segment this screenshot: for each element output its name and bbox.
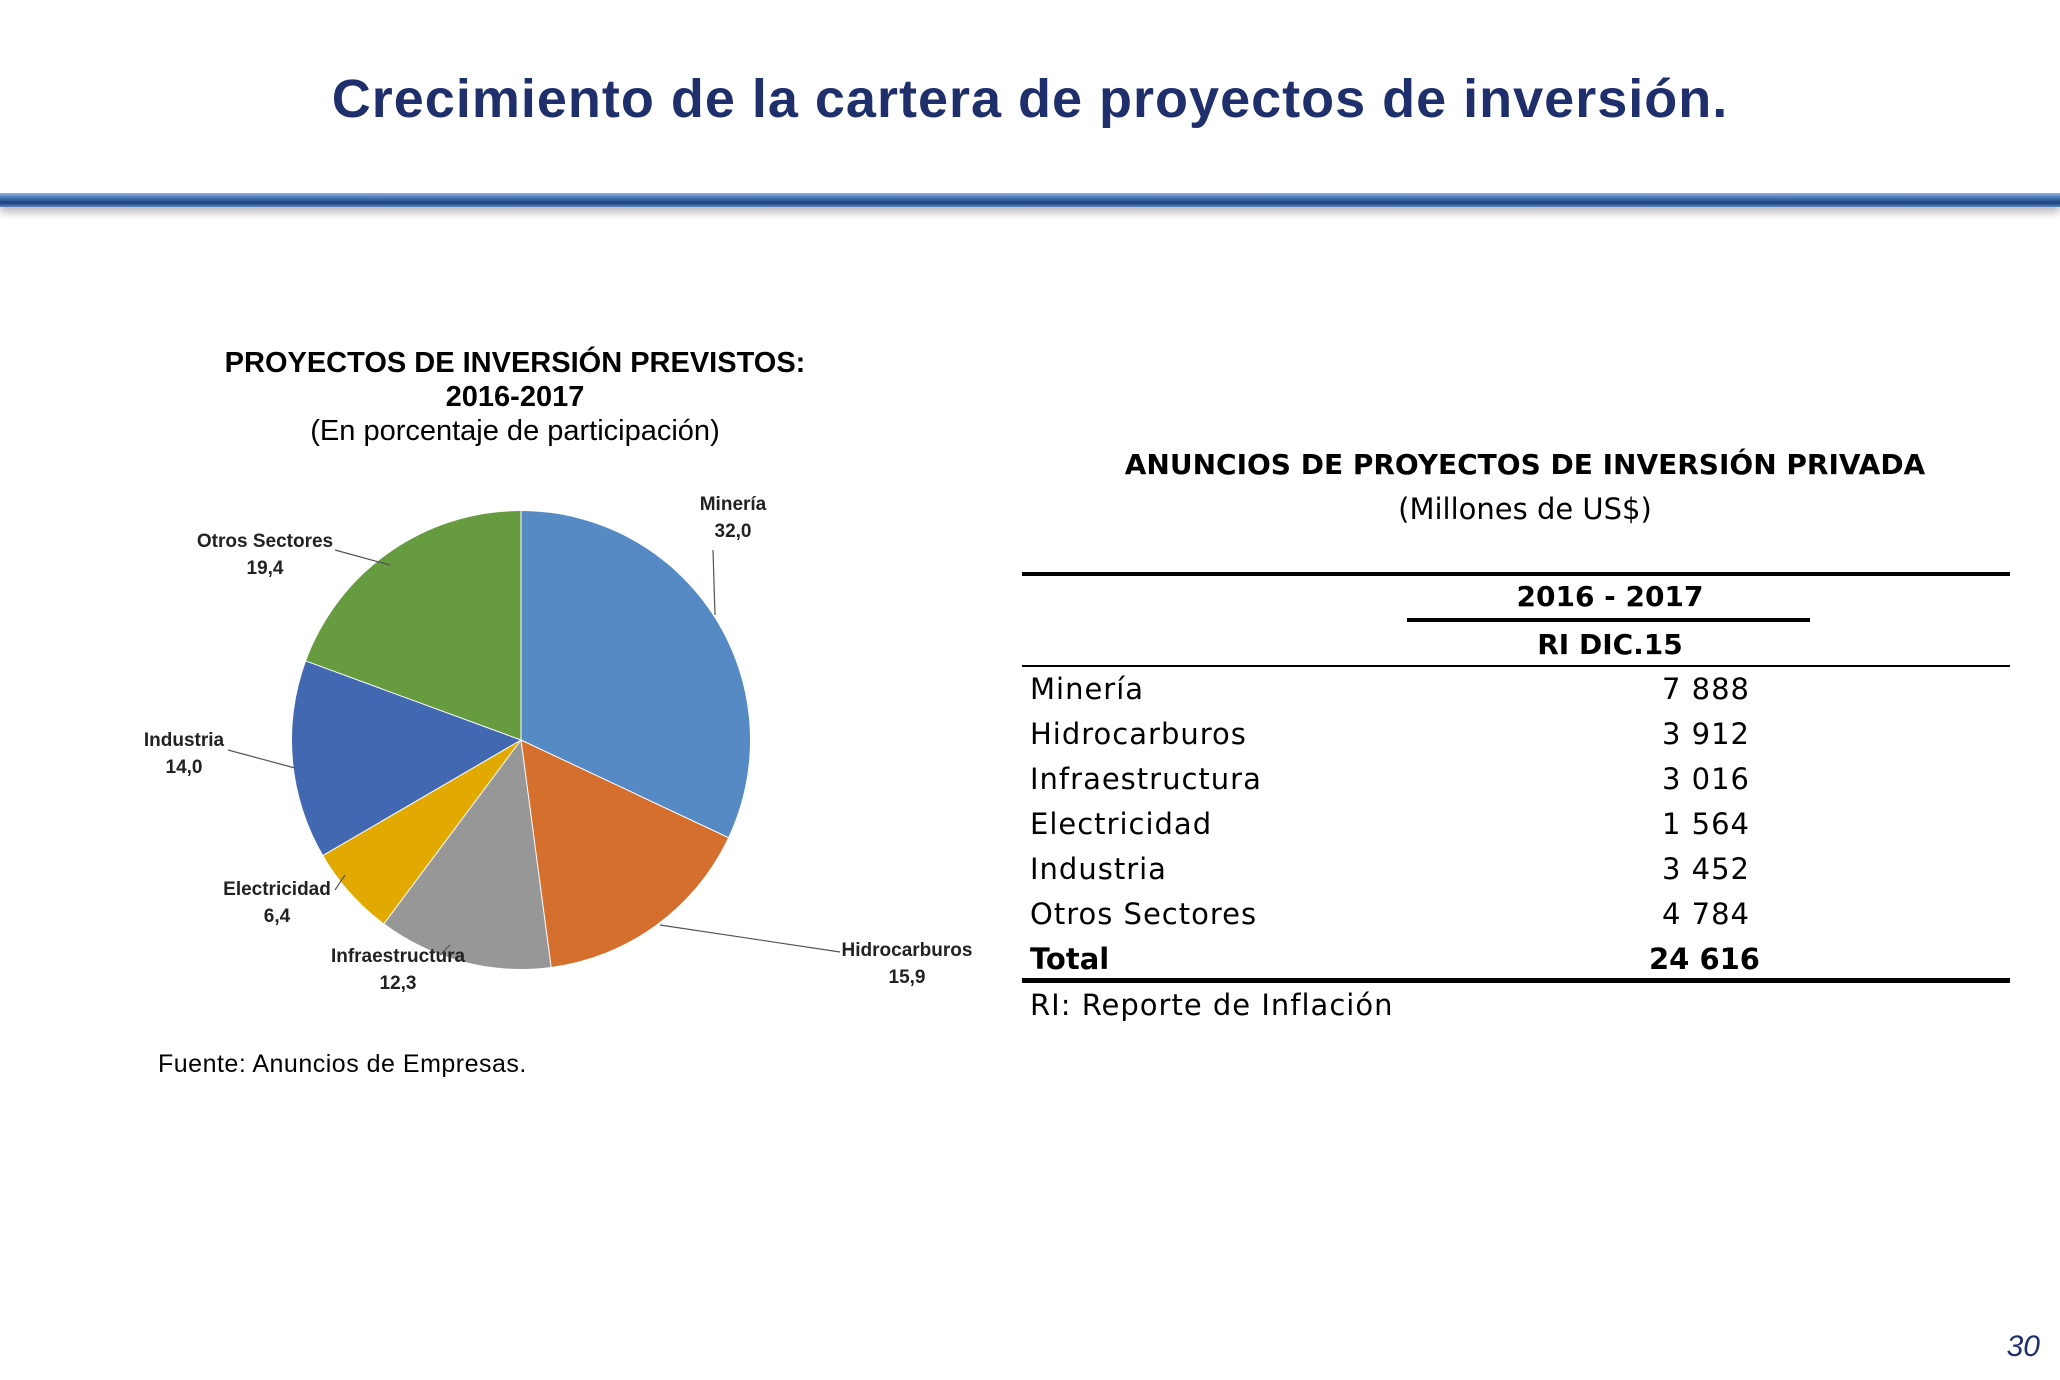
table-row-label: Minería	[1030, 672, 1145, 706]
table-row	[1030, 807, 2030, 852]
table-bottom-rule	[1022, 978, 2010, 983]
pie-leader-line	[660, 925, 840, 952]
chart-title	[160, 346, 870, 448]
pie-label-value: 19,4	[246, 558, 284, 579]
table-row-value: 1 564	[1661, 807, 1750, 841]
chart-subtitle: (En porcentaje de participación)	[310, 415, 720, 447]
pie-leader-line	[713, 550, 715, 615]
pie-leader-line	[228, 750, 295, 768]
table-period-rule	[1407, 618, 1810, 622]
table-total-label: Total	[1030, 942, 1110, 976]
table-top-rule	[1022, 572, 2010, 576]
table-row-value: 3 016	[1661, 762, 1750, 796]
pie-leader-line	[335, 550, 390, 565]
table-total-value: 24 616	[1649, 942, 1760, 976]
table-row	[1030, 762, 2030, 807]
title-divider	[0, 193, 2060, 207]
table-subtitle: (Millones de US$)	[1398, 492, 1652, 526]
table-row-value: 7 888	[1661, 672, 1750, 706]
pie-label-value: 15,9	[888, 967, 926, 988]
table-row-value: 3 912	[1661, 717, 1750, 751]
chart-source: Fuente: Anuncios de Empresas.	[158, 1050, 527, 1078]
table-row-label: Hidrocarburos	[1030, 717, 1247, 751]
table-footnote: RI: Reporte de Inflación	[1030, 988, 1394, 1022]
table-row-label: Otros Sectores	[1030, 897, 1258, 931]
pie-label-name: Otros Sectores	[196, 531, 334, 552]
table-header-rule	[1022, 665, 2010, 667]
table-row	[1030, 717, 2030, 762]
pie-label-value: 12,3	[379, 973, 417, 994]
pie-label-name: Minería	[699, 494, 767, 515]
table-row-value: 3 452	[1661, 852, 1750, 886]
page-number: 30	[2006, 1330, 2040, 1363]
table-row-label: Electricidad	[1030, 807, 1213, 841]
table-row-label: Infraestructura	[1030, 762, 1262, 796]
pie-chart	[0, 470, 1010, 1030]
pie-label-name: Electricidad	[223, 879, 331, 900]
table-row-label: Industria	[1030, 852, 1167, 886]
table-row	[1030, 672, 2030, 717]
table-title	[1020, 444, 2030, 532]
table-column-header: RI DIC.15	[1537, 628, 1683, 661]
pie-label-value: 14,0	[165, 757, 203, 778]
table-title-main: ANUNCIOS DE PROYECTOS DE INVERSIÓN PRIVADA	[1124, 448, 1926, 481]
pie-label-value: 6,4	[263, 906, 291, 927]
pie-label-name: Hidrocarburos	[841, 940, 973, 961]
page-title: Crecimiento de la cartera de proyectos de inversión.	[331, 69, 1729, 129]
chart-title-line2: 2016-2017	[445, 381, 585, 413]
table-row-value: 4 784	[1661, 897, 1750, 931]
pie-label-name: Infraestructura	[330, 946, 466, 967]
table-row	[1030, 897, 2030, 942]
table-row	[1030, 852, 2030, 897]
chart-title-line1: PROYECTOS DE INVERSIÓN PREVISTOS:	[224, 347, 806, 379]
pie-label-value: 32,0	[714, 521, 752, 542]
table-period-header: 2016 - 2017	[1516, 580, 1704, 613]
pie-label-name: Industria	[143, 730, 225, 751]
